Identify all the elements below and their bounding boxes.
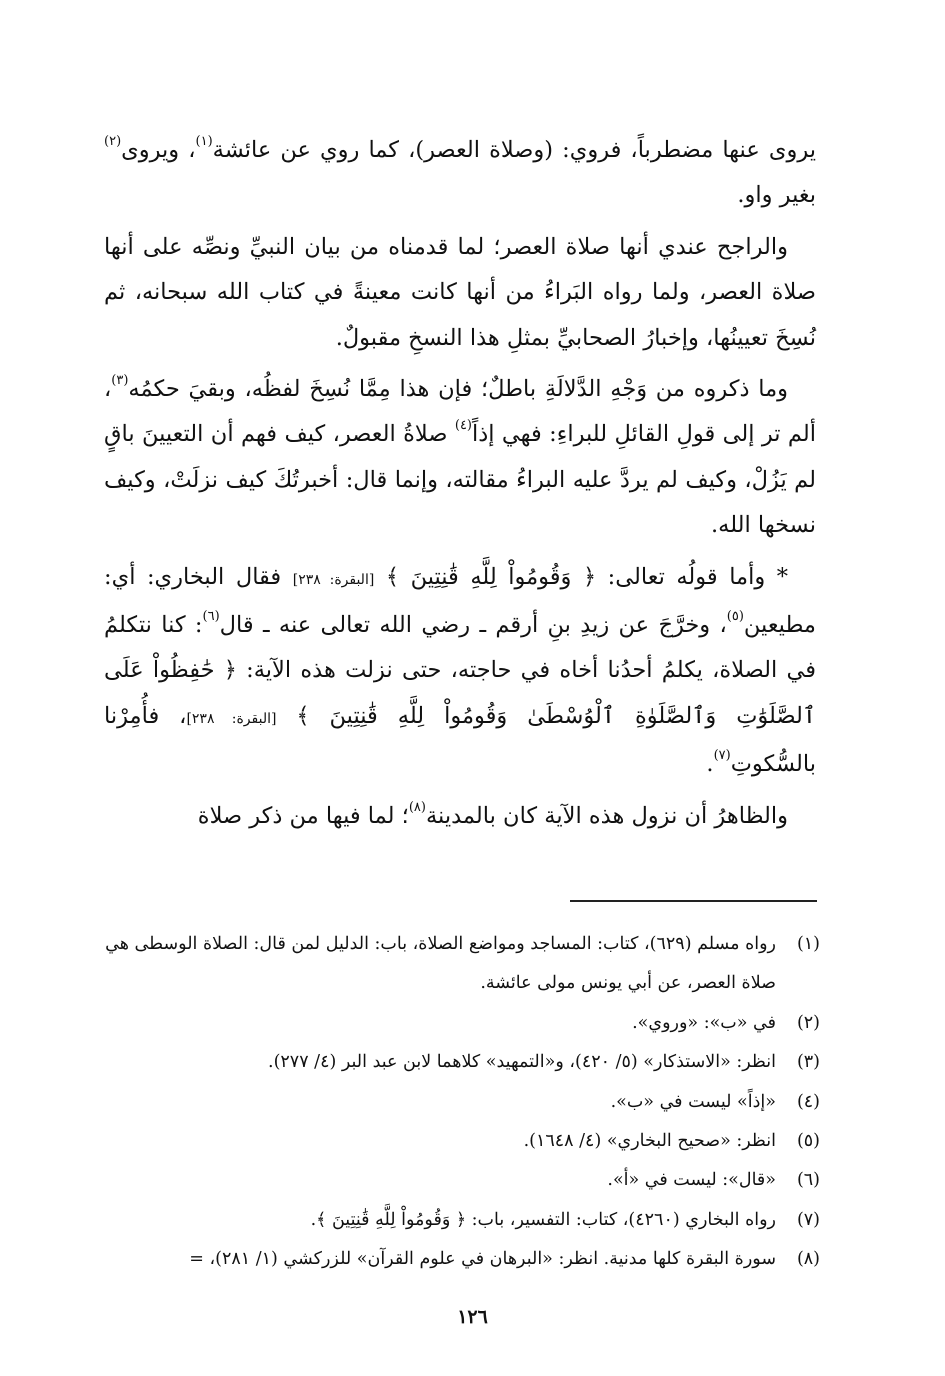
footnote-item (104, 1004, 820, 1043)
paragraph-5 (104, 794, 816, 839)
footnote-number: (٢) (796, 1012, 820, 1033)
footnote-item (104, 1043, 820, 1082)
footnote-ref-8[interactable]: (٨) (408, 799, 426, 815)
text-run: ، وخرَّجَ عن زيدِ بنِ أرقم ـ رضي الله تعالى عنه ـ قال (219, 612, 727, 639)
text-run: بغير واو. (737, 182, 816, 209)
footnote-ref-6[interactable]: (٦) (202, 609, 220, 625)
text-run: ، ويروى (121, 137, 196, 163)
footnote-text: رواه البخاري (٤٢٦٠)، كتاب: التفسير، باب: ﴿ وَقُومُواْ لِلَّهِ قَٰنِتِينَ ﴾. (310, 1209, 776, 1230)
footnote-number: (٨) (796, 1249, 820, 1270)
footnote-number: (١) (796, 934, 820, 954)
footnote-text: «إذاً» ليست في «ب». (610, 1091, 776, 1112)
footnote-number: (٤) (796, 1091, 820, 1112)
text-run: ؛ لما فيها من ذكر صلاة (197, 802, 409, 829)
text-run: ، فأُمِرْنا بالسُّكوتِ (104, 702, 816, 778)
footnote-text: «قال»: ليست في «أ». (607, 1170, 776, 1191)
footnote-text: سورة البقرة كلها مدنية. انظر: «البرهان في علوم القرآن» للزركشي (١/ ٢٨١)، = (189, 1249, 776, 1270)
footnote-item (104, 1083, 820, 1122)
footnote-item (104, 1122, 820, 1161)
footnote-text: انظر: «الاستذكار» (٥/ ٤٢٠)، و«التمهيد» كلاهما لابن عبد البر (٤/ ٢٧٧). (268, 1052, 776, 1073)
footnote-number: (٧) (796, 1209, 820, 1230)
footnote-ref-5[interactable]: (٥) (726, 609, 744, 625)
text-run: صلاةُ العصر، كيف فهم أن التعيينَ باقٍ لم يَزُلْ، وكيف لم يردَّ عليه البراءُ مقالته، وإنما قال: أخبرتُكَ كيف نزلَتْ، وكيف نسخها الله. (104, 421, 816, 539)
main-text (104, 128, 816, 845)
paragraph-2: والراجح عندي أنها صلاة العصر؛ لما قدمناه من بيان النبيِّ ونصِّه على أنها صلاة العصر، ولما رواه البَراءُ من أنها كانت معينةً في كتاب الله سبحانه، ثم نُسِخَ تعيينُها، وإخبارُ الصحابيِّ بمثلِ هذا النسخِ مقبولٌ. (104, 233, 816, 351)
text-run: : كنا نتكلمُ في الصلاة، يكلمُ أحدُنا أخاه في حاجته، حتى نزلت هذه الآية: ﴿ حَٰفِظُواْ عَلَى ٱلصَّلَوَٰتِ وَٱلصَّلَوٰةِ ٱلْوُسْطَىٰ وَقُومُواْ لِلَّهِ قَٰنِتِينَ ﴾ (104, 612, 816, 729)
quran-reference: [البقرة: ٢٣٨] (186, 710, 277, 727)
footnote-ref-2[interactable]: (٢) (104, 134, 122, 149)
page-number: ١٢٦ (457, 1306, 488, 1328)
text-run: وما ذكروه من وَجْهِ الدَّلالَةِ باطلٌ؛ فإن هذا مِمَّا نُسِخَ لفظُه، وبقيَ حكمُه (128, 376, 788, 403)
footnote-item (104, 1161, 820, 1200)
footnote-ref-4[interactable]: (٤) (454, 418, 472, 434)
footnote-ref-3[interactable]: (٣) (111, 373, 129, 389)
text-run: * وأما قولُه تعالى: ﴿ وَقُومُواْ لِلَّهِ قَٰنِتِينَ ﴾ (374, 563, 789, 590)
footnote-text: في «ب»: «وروي». (632, 1012, 776, 1033)
text-run: . (706, 751, 714, 778)
text-run: فقال البخاري: أي: مطيعين (104, 563, 816, 639)
footnote-text: انظر: «صحيح البخاري» (٤/ ١٦٤٨). (523, 1131, 776, 1152)
paragraph-3 (104, 367, 816, 549)
footnote-number: (٦) (796, 1170, 820, 1191)
paragraph-1 (104, 128, 816, 219)
footnote-item (104, 1201, 820, 1240)
footnote-ref-1[interactable]: (١) (195, 134, 213, 149)
footnote-number: (٥) (796, 1131, 820, 1152)
footnotes (104, 925, 820, 1280)
footnote-text: رواه مسلم (٦٢٩)، كتاب: المساجد ومواضع الصلاة، باب: الدليل لمن قال: الصلاة الوسطى هي صلاة العصر، عن أبي يونس مولى عائشة. (105, 934, 776, 994)
footnote-number: (٣) (796, 1052, 820, 1073)
footnote-ref-7[interactable]: (٧) (713, 748, 731, 764)
footnote-item (104, 925, 820, 1004)
footnote-item (104, 1240, 820, 1279)
paragraph-4 (104, 555, 816, 788)
text-run: ، ألم تر إلى قولِ القائلِ للبراءِ: فهي إذاً (104, 376, 816, 448)
text-run: والظاهرُ أن نزول هذه الآية كان بالمدينة (425, 802, 788, 829)
footnote-divider (570, 900, 817, 902)
quran-reference: [البقرة: ٢٣٨] (292, 571, 375, 588)
text-run: يروى عنها مضطرباً، فروي: (وصلاة العصر)، كما روي عن عائشة (212, 137, 816, 163)
